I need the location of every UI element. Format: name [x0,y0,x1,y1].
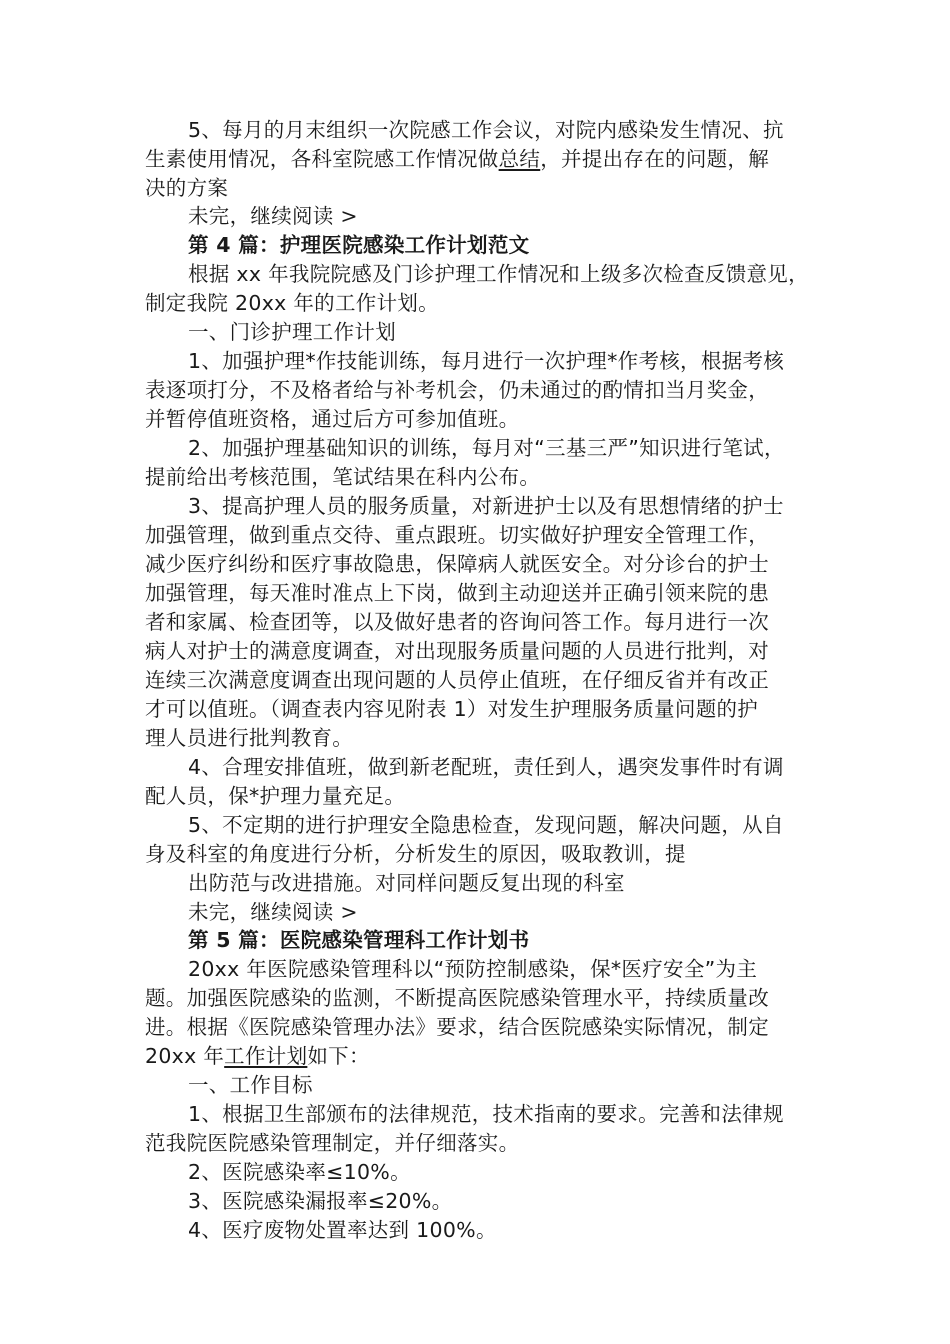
text-line: 1、加强护理*作技能训练，每月进行一次护理*作考核，根据考核 [188,349,785,373]
text-line: 进。根据《医院感染管理办法》要求，结合医院感染实际情况，制定 [145,1015,769,1039]
text-line: 2、加强护理基础知识的训练，每月对“三基三严”知识进行笔试， [188,436,785,460]
text-line: 身及科室的角度进行分析，分析发生的原因，吸取教训，提 [145,842,686,866]
text-line [145,1042,825,1071]
text-line: 提前给出考核范围，笔试结果在科内公布。 [145,465,541,489]
text-line: 范我院医院感染管理制定，并仔细落实。 [145,1131,520,1155]
text-span: 20xx 年 [145,1044,225,1068]
text-line: 制定我院 20xx 年的工作计划。 [145,291,439,315]
text-line: 4、医疗废物处置率达到 100%。 [188,1218,497,1242]
text-line: 连续三次满意度调查出现问题的人员停止值班，在仔细反省并有改正 [145,668,769,692]
text-line: 5、不定期的进行护理安全隐患检查，发现问题，解决问题，从自 [188,813,784,837]
text-line: 加强管理，每天准时准点上下岗，做到主动迎送并正确引领来院的患 [145,581,769,605]
section-heading: 第 4 篇：护理医院感染工作计划范文 [188,233,530,257]
text-line: 2、医院感染率≤10%。 [188,1160,411,1184]
text-line: 根据 xx 年我院院感及门诊护理工作情况和上级多次检查反馈意见， [188,262,809,286]
text-line: 加强管理，做到重点交待、重点跟班。切实做好护理安全管理工作， [145,523,769,547]
text-line: 决的方案 [145,176,229,200]
text-span: 如下： [307,1044,370,1068]
text-line: 并暂停值班资格，通过后方可参加值班。 [145,407,520,431]
continue-reading-link[interactable]: 未完，继续阅读 > [188,204,358,228]
text-line: 1、根据卫生部颁布的法律规范，技术指南的要求。完善和法律规 [188,1102,784,1126]
text-line: 5、每月的月末组织一次院感工作会议，对院内感染发生情况、抗 [188,118,784,142]
text-line: 理人员进行批判教育。 [145,726,353,750]
text-line: 一、门诊护理工作计划 [188,320,396,344]
summary-link[interactable]: 总结 [498,147,541,171]
text-line [145,145,825,174]
work-plan-link[interactable]: 工作计划 [224,1044,308,1068]
text-line: 者和家属、检查团等，以及做好患者的咨询问答工作。每月进行一次 [145,610,769,634]
continue-reading-link[interactable]: 未完，继续阅读 > [188,900,358,924]
text-span: ，并提出存在的问题，解 [540,147,770,171]
text-line: 减少医疗纠纷和医疗事故隐患，保障病人就医安全。对分诊台的护士 [145,552,769,576]
text-line: 4、合理安排值班，做到新老配班，责任到人，遇突发事件时有调 [188,755,784,779]
text-line: 一、工作目标 [188,1073,313,1097]
text-span: 生素使用情况，各科室院感工作情况做 [145,147,499,171]
text-line: 病人对护士的满意度调查，对出现服务质量问题的人员进行批判，对 [145,639,769,663]
text-line: 题。加强医院感染的监测，不断提高医院感染管理水平，持续质量改 [145,986,769,1010]
text-line: 3、医院感染漏报率≤20%。 [188,1189,453,1213]
text-line: 3、提高护理人员的服务质量，对新进护士以及有思想情绪的护士 [188,494,784,518]
section-heading: 第 5 篇：医院感染管理科工作计划书 [188,928,530,952]
text-line: 20xx 年医院感染管理科以“预防控制感染，保*医疗安全”为主 [188,957,758,981]
text-line: 配人员，保*护理力量充足。 [145,784,406,808]
text-line: 表逐项打分，不及格者给与补考机会，仍未通过的酌情扣当月奖金， [145,378,769,402]
text-line: 出防范与改进措施。对同样问题反复出现的科室 [188,871,625,895]
text-line: 才可以值班。（调查表内容见附表 1）对发生护理服务质量问题的护 [145,697,759,721]
